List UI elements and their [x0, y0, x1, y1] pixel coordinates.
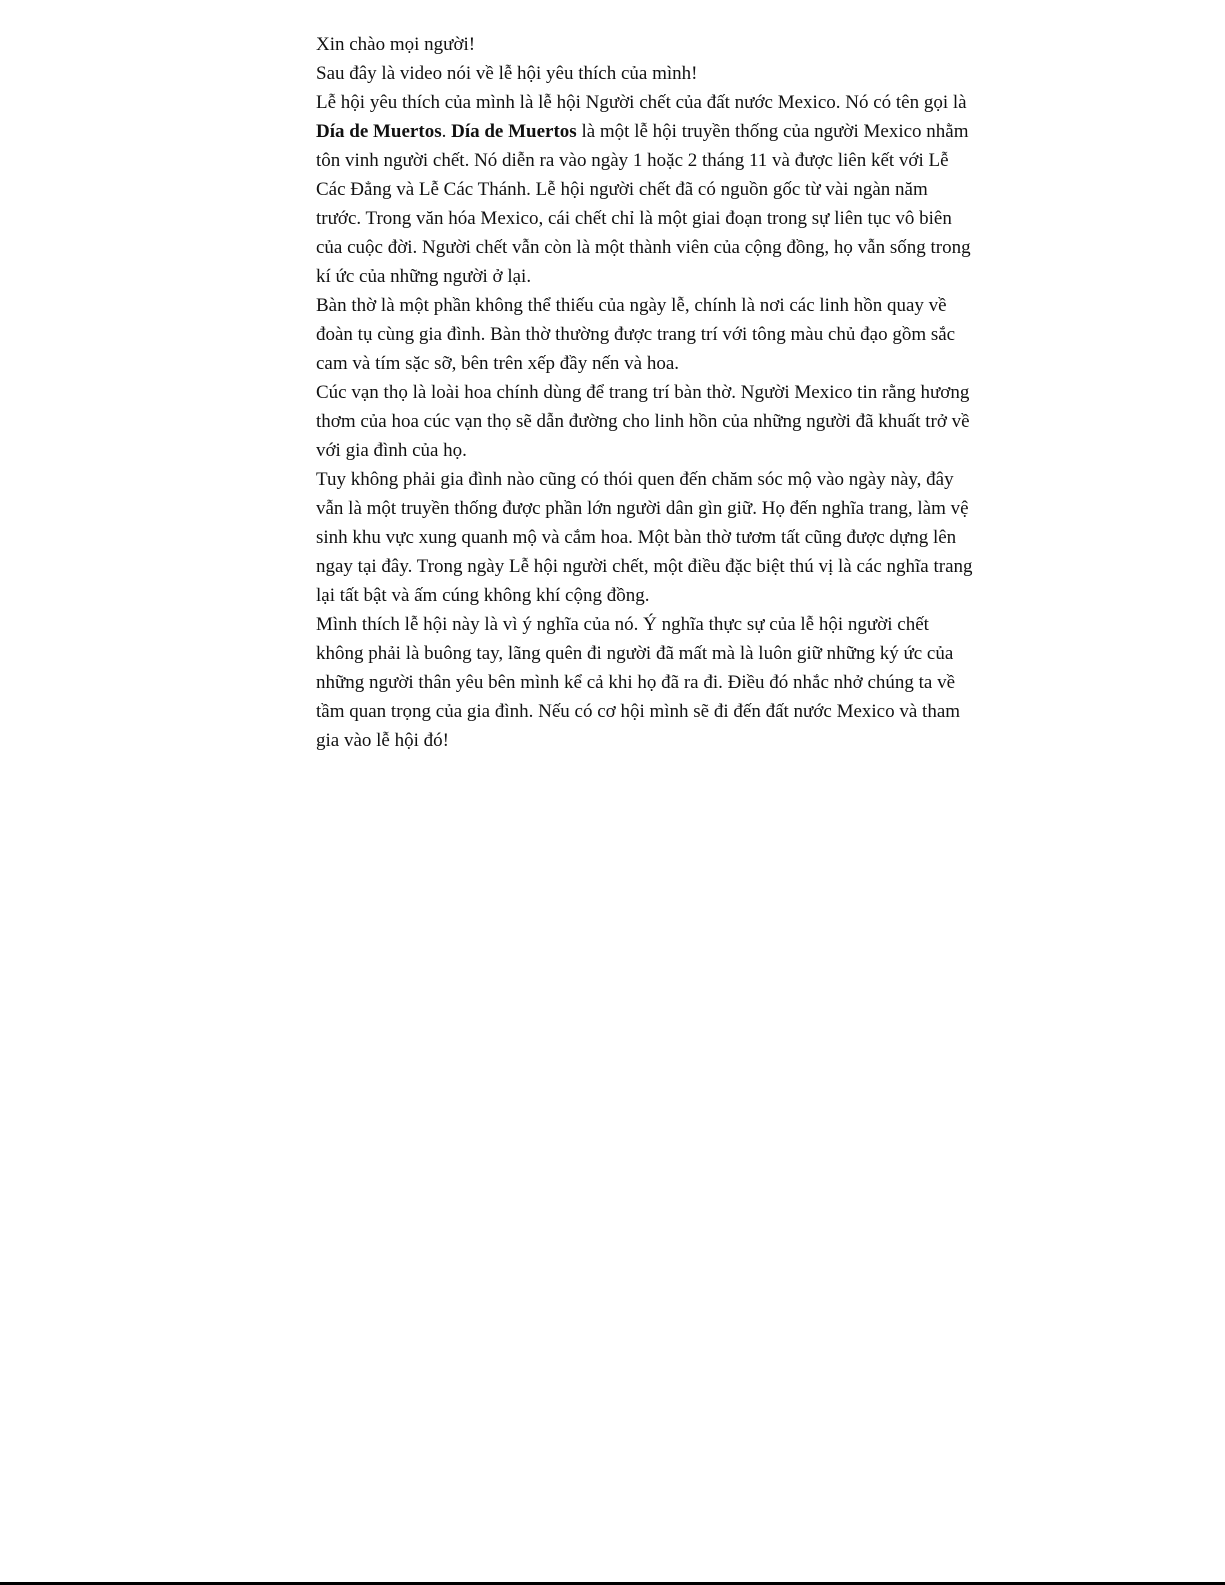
paragraph-meaning: Mình thích lễ hội này là vì ý nghĩa của nó. Ý nghĩa thực sự của lễ hội người chết không phải là buông tay, lãng quên đi người đã mất mà là luôn giữ những ký ức của những người thân yêu bên mình kể cả khi họ đã ra đi. Điều đó nhắc nhở chúng ta về tầm quan trọng của gia đình. Nếu có cơ hội mình sẽ đi đến đất nước Mexico và tham gia vào lễ hội đó!	[316, 614, 961, 751]
intro-line: Sau đây là video nói về lễ hội yêu thích của mình!	[316, 63, 698, 84]
festival-name-bold: Día de Muertos	[316, 121, 442, 142]
paragraph-altar: Bàn thờ là một phần không thể thiếu của ngày lễ, chính là nơi các linh hồn quay về đoàn tụ cùng gia đình. Bàn thờ thường được trang trí với tông màu chủ đạo gồm sắc cam và tím sặc sỡ, bên trên xếp đầy nến và hoa.	[316, 295, 956, 374]
greeting-line: Xin chào mọi người!	[316, 34, 476, 55]
paragraph-marigold: Cúc vạn thọ là loài hoa chính dùng để trang trí bàn thờ. Người Mexico tin rằng hương thơm của hoa cúc vạn thọ sẽ dẫn đường cho linh hồn của những người đã khuất trở về với gia đình của họ.	[316, 382, 970, 461]
paragraph-text: là một lễ hội truyền thống của người Mexico nhằm tôn vinh người chết. Nó diễn ra vào ngày 1 hoặc 2 tháng 11 và được liên kết với Lễ Các Đẳng và Lễ Các Thánh. Lễ hội người chết đã có nguồn gốc từ vài ngàn năm trước. Trong văn hóa Mexico, cái chết chỉ là một giai đoạn trong sự liên tục vô biên của cuộc đời. Người chết vẫn còn là một thành viên của cộng đồng, họ vẫn sống trong kí ức của những người ở lại.	[316, 121, 971, 287]
paragraph-text: Lễ hội yêu thích của mình là lễ hội Người chết của đất nước Mexico. Nó có tên gọi là	[316, 92, 967, 113]
paragraph-text: .	[441, 121, 452, 142]
document-body	[316, 30, 976, 755]
paragraph-festival-origin	[316, 88, 976, 291]
festival-name-bold: Día de Muertos	[451, 121, 577, 142]
paragraph-cemetery: Tuy không phải gia đình nào cũng có thói quen đến chăm sóc mộ vào ngày này, đây vẫn là một truyền thống được phần lớn người dân gìn giữ. Họ đến nghĩa trang, làm vệ sinh khu vực xung quanh mộ và cắm hoa. Một bàn thờ tươm tất cũng được dựng lên ngay tại đây. Trong ngày Lễ hội người chết, một điều đặc biệt thú vị là các nghĩa trang lại tất bật và ấm cúng không khí cộng đồng.	[316, 469, 973, 606]
